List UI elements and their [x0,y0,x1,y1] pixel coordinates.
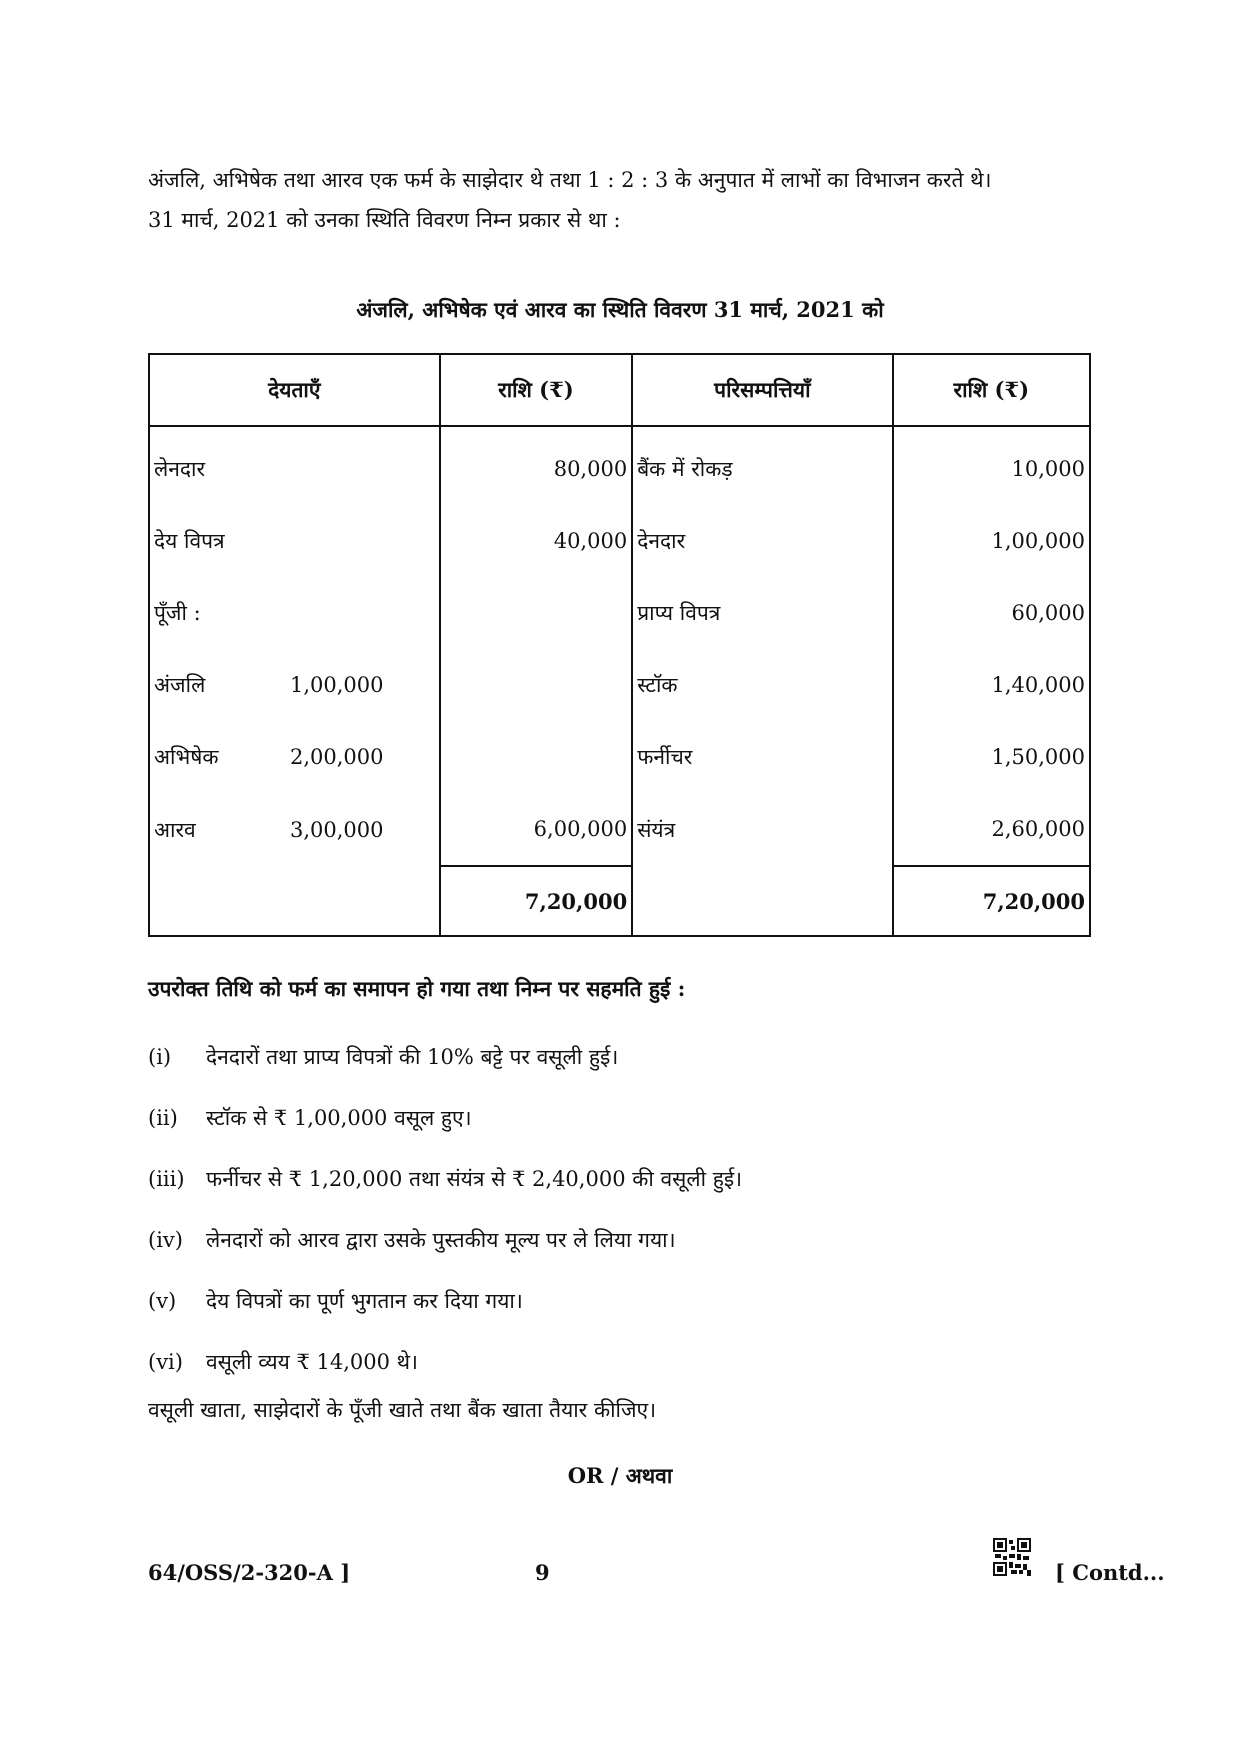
total-row [149,866,1090,936]
list-item [148,1209,1098,1270]
liability-label: लेनदार [154,457,206,481]
asset-amount: 1,40,000 [893,649,1090,721]
item-text: स्टॉक से ₹ 1,00,000 वसूल हुए। [206,1105,472,1130]
item-number: (v) [148,1288,177,1313]
liability-label: अंजलि [154,673,206,697]
capital-amount: 3,00,000 [290,817,384,842]
asset-label: फर्नीचर [632,721,892,793]
liability-amount [440,577,633,649]
page-number: 9 [535,1560,550,1585]
total-assets: 7,20,000 [893,866,1090,936]
liability-amount: 80,000 [440,426,633,505]
liability-label: आरव [154,817,196,842]
header-amount-2: राशि (₹) [893,354,1090,426]
item-number: (iv) [148,1227,183,1252]
asset-label: बैंक में रोकड़ [632,426,892,505]
liability-amount: 40,000 [440,505,633,577]
table-row [149,649,1090,721]
intro-paragraph [148,160,1098,240]
asset-amount: 60,000 [893,577,1090,649]
balance-sheet-title: अंजलि, अभिषेक एवं आरव का स्थिति विवरण 31 मार्च, 2021 को [356,297,884,322]
balance-sheet-table [148,353,1091,937]
list-item [148,1148,1098,1209]
asset-label: संयंत्र [632,793,892,866]
asset-amount: 1,50,000 [893,721,1090,793]
item-text: लेनदारों को आरव द्वारा उसके पुस्तकीय मूल्य पर ले लिया गया। [206,1227,676,1252]
item-number: (vi) [148,1349,183,1374]
capital-amount: 2,00,000 [290,745,384,769]
table-row [149,426,1090,505]
item-number: (iii) [148,1166,185,1191]
list-item [148,1087,1098,1148]
item-text: फर्नीचर से ₹ 1,20,000 तथा संयंत्र से ₹ 2,40,000 की वसूली हुई। [206,1166,743,1191]
qr-code-icon [993,1538,1031,1576]
list-item [148,1270,1098,1331]
liability-cell [149,721,440,793]
table-row [149,505,1090,577]
total-spacer [149,866,440,936]
liability-cell [149,577,440,649]
header-amount: राशि (₹) [440,354,633,426]
liability-cell [149,793,440,866]
item-number: (ii) [148,1105,178,1130]
liability-label: पूँजी : [154,601,201,625]
liability-amount: 6,00,000 [440,793,633,866]
table-row [149,577,1090,649]
item-text: देय विपत्रों का पूर्ण भुगतान कर दिया गया। [206,1288,523,1313]
asset-label: स्टॉक [632,649,892,721]
liability-label: अभिषेक [154,745,219,769]
continued-label: [ Contd... [1055,1560,1165,1585]
item-text: देनदारों तथा प्राप्य विपत्रों की 10% बट्टे पर वसूली हुई। [206,1044,619,1069]
item-number: (i) [148,1044,172,1069]
header-liabilities: देयताएँ [149,354,440,426]
agreement-heading: उपरोक्त तिथि को फर्म का समापन हो गया तथा निम्न पर सहमति हुई : [148,976,686,1001]
asset-label: देनदार [632,505,892,577]
paper-code: 64/OSS/2-320-A ] [148,1560,351,1585]
asset-amount: 1,00,000 [893,505,1090,577]
or-divider: OR / अथवा [567,1463,673,1488]
item-text: वसूली व्यय ₹ 14,000 थे। [206,1349,419,1374]
liability-amount [440,721,633,793]
asset-amount: 10,000 [893,426,1090,505]
list-item [148,1331,1098,1392]
liability-cell [149,505,440,577]
agreement-list [148,1026,1098,1392]
asset-amount: 2,60,000 [893,793,1090,866]
header-assets: परिसम्पत्तियाँ [632,354,892,426]
total-liabilities: 7,20,000 [440,866,633,936]
liability-cell [149,426,440,505]
liability-label: देय विपत्र [154,529,225,553]
intro-line-2: 31 मार्च, 2021 को उनका स्थिति विवरण निम्न प्रकार से था : [148,208,621,232]
capital-amount: 1,00,000 [290,673,384,697]
intro-line-1: अंजलि, अभिषेक तथा आरव एक फर्म के साझेदार थे तथा 1 : 2 : 3 के अनुपात में लाभों का विभाजन करते थे। [148,168,992,192]
instruction-text: वसूली खाता, साझेदारों के पूँजी खाते तथा बैंक खाता तैयार कीजिए। [148,1398,657,1422]
table-row [149,793,1090,866]
liability-amount [440,649,633,721]
asset-label: प्राप्य विपत्र [632,577,892,649]
list-item [148,1026,1098,1087]
table-row [149,721,1090,793]
liability-cell [149,649,440,721]
total-spacer [632,866,892,936]
